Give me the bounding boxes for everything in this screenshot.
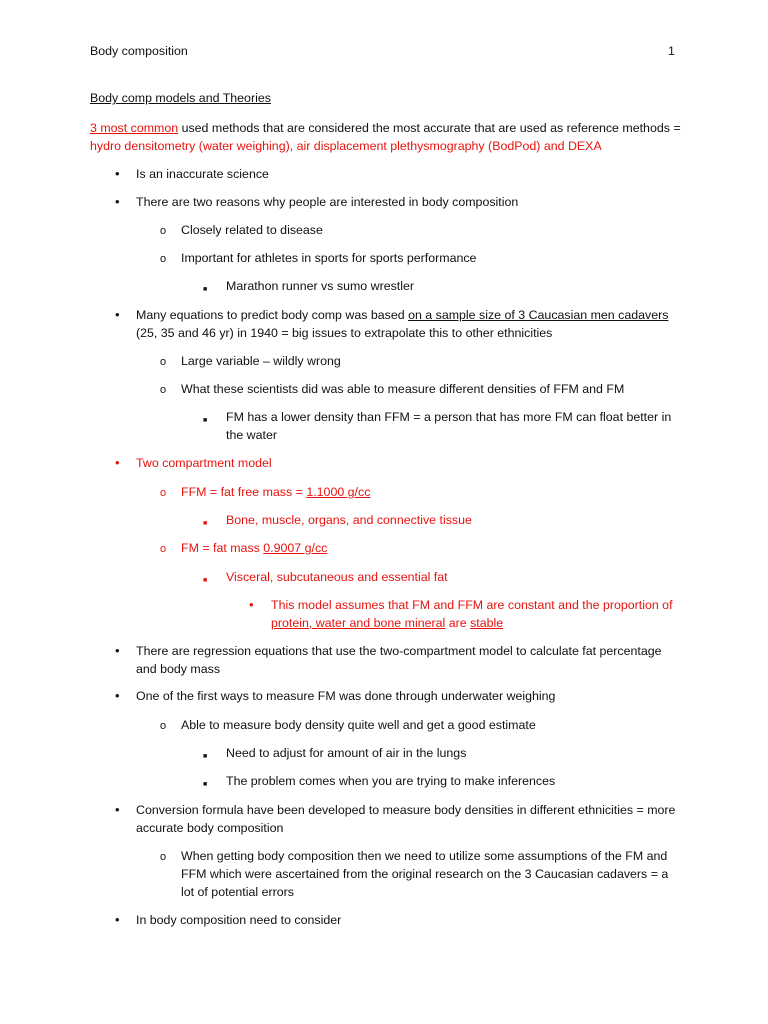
list-item [160, 483, 681, 501]
list-item-text: Is an inaccurate science [136, 167, 269, 181]
circle-marker: o [160, 356, 167, 368]
list-item [160, 249, 681, 267]
section-title: Body comp models and Theories [90, 91, 271, 105]
list-item [160, 380, 681, 398]
square-marker: ■ [203, 417, 208, 424]
list-item [160, 847, 681, 901]
list-item [203, 511, 676, 529]
intro-paragraph [90, 119, 690, 155]
list-item-text: Closely related to disease [181, 223, 323, 237]
page-number: 1 [668, 44, 675, 58]
bullet-marker: • [115, 455, 120, 470]
list-item-text: Many equations to predict body comp was based [136, 308, 409, 322]
fm-density-value: 0.9007 g/cc [263, 541, 328, 555]
list-item-text: There are regression equations that use the two-compartment model to calculate fat percentage and body mass [136, 644, 662, 676]
bullet-marker: • [115, 688, 120, 703]
bullet-marker: • [115, 166, 120, 181]
circle-marker: o [160, 720, 167, 732]
ffm-density-value: 1.1000 g/cc [306, 485, 371, 499]
list-item [160, 352, 681, 370]
list-item [115, 306, 684, 342]
list-item [115, 193, 684, 211]
bullet-marker: • [115, 802, 120, 817]
intro-lead: 3 most common [90, 121, 179, 135]
list-item-text-underlined: on a sample size of 3 Caucasian men cadavers [408, 308, 669, 322]
square-marker: ■ [203, 753, 208, 760]
list-item-text: Conversion formula have been developed to measure body densities in different ethnicities = more accurate body composition [136, 803, 676, 835]
list-item-text: FM has a lower density than FFM = a person that has more FM can float better in the water [226, 410, 672, 442]
bullet-marker: • [115, 643, 120, 658]
list-item-text: What these scientists did was able to measure different densities of FFM and FM [181, 382, 625, 396]
intro-methods: hydro densitometry (water weighing), air displacement plethysmography (BodPod) and DEXA [90, 139, 602, 153]
list-item-text: are [445, 616, 471, 630]
list-item [160, 221, 681, 239]
list-item [115, 911, 684, 929]
list-item [115, 687, 684, 705]
circle-marker: o [160, 487, 167, 499]
list-item [249, 596, 681, 632]
list-item [203, 568, 676, 586]
circle-marker: o [160, 851, 167, 863]
list-item [203, 744, 676, 762]
circle-marker: o [160, 543, 167, 555]
square-marker: ■ [203, 577, 208, 584]
list-item-text: Marathon runner vs sumo wrestler [226, 279, 414, 293]
list-item [115, 642, 684, 678]
list-item [203, 277, 676, 295]
square-marker: ■ [203, 286, 208, 293]
header-title: Body composition [90, 44, 188, 58]
square-marker: ■ [203, 781, 208, 788]
circle-marker: o [160, 225, 167, 237]
list-item [203, 408, 676, 444]
list-item-text: There are two reasons why people are interested in body composition [136, 195, 519, 209]
list-item [203, 772, 676, 790]
list-item-text: Two compartment model [136, 456, 272, 470]
list-item-text: Able to measure body density quite well and get a good estimate [181, 718, 536, 732]
list-item [160, 539, 681, 557]
list-item-text: When getting body composition then we need to utilize some assumptions of the FM and FFM which were ascertained from the original research on the 3 Caucasian cadavers = a lot of potential errors [181, 849, 669, 899]
list-item [115, 165, 684, 183]
circle-marker: o [160, 253, 167, 265]
list-item-text: Bone, muscle, organs, and connective tissue [226, 513, 472, 527]
list-item-text: Important for athletes in sports for sports performance [181, 251, 477, 265]
list-item-text: One of the first ways to measure FM was done through underwater weighing [136, 689, 556, 703]
list-item-text-underlined: protein, water and bone mineral [271, 616, 446, 630]
list-item-text: This model assumes that FM and FFM are constant and the proportion of [271, 598, 673, 612]
list-item-text: Need to adjust for amount of air in the lungs [226, 746, 467, 760]
intro-mid: used methods that are considered the most accurate that are used as reference methods = [178, 121, 681, 135]
list-item-text: In body composition need to consider [136, 913, 342, 927]
list-item [160, 716, 681, 734]
list-item-text-underlined: stable [470, 616, 504, 630]
list-item [115, 801, 684, 837]
bullet-marker: • [115, 194, 120, 209]
list-item-text: Visceral, subcutaneous and essential fat [226, 570, 448, 584]
bullet-marker: • [249, 597, 254, 612]
list-item-text: Large variable – wildly wrong [181, 354, 341, 368]
circle-marker: o [160, 384, 167, 396]
square-marker: ■ [203, 520, 208, 527]
list-item-text: FM = fat mass [181, 541, 264, 555]
list-item [115, 454, 684, 472]
bullet-marker: • [115, 307, 120, 322]
list-item-text: The problem comes when you are trying to make inferences [226, 774, 556, 788]
bullet-marker: • [115, 912, 120, 927]
list-item-text: (25, 35 and 46 yr) in 1940 = big issues to extrapolate this to other ethnicities [136, 326, 553, 340]
list-item-text: FFM = fat free mass = [181, 485, 307, 499]
